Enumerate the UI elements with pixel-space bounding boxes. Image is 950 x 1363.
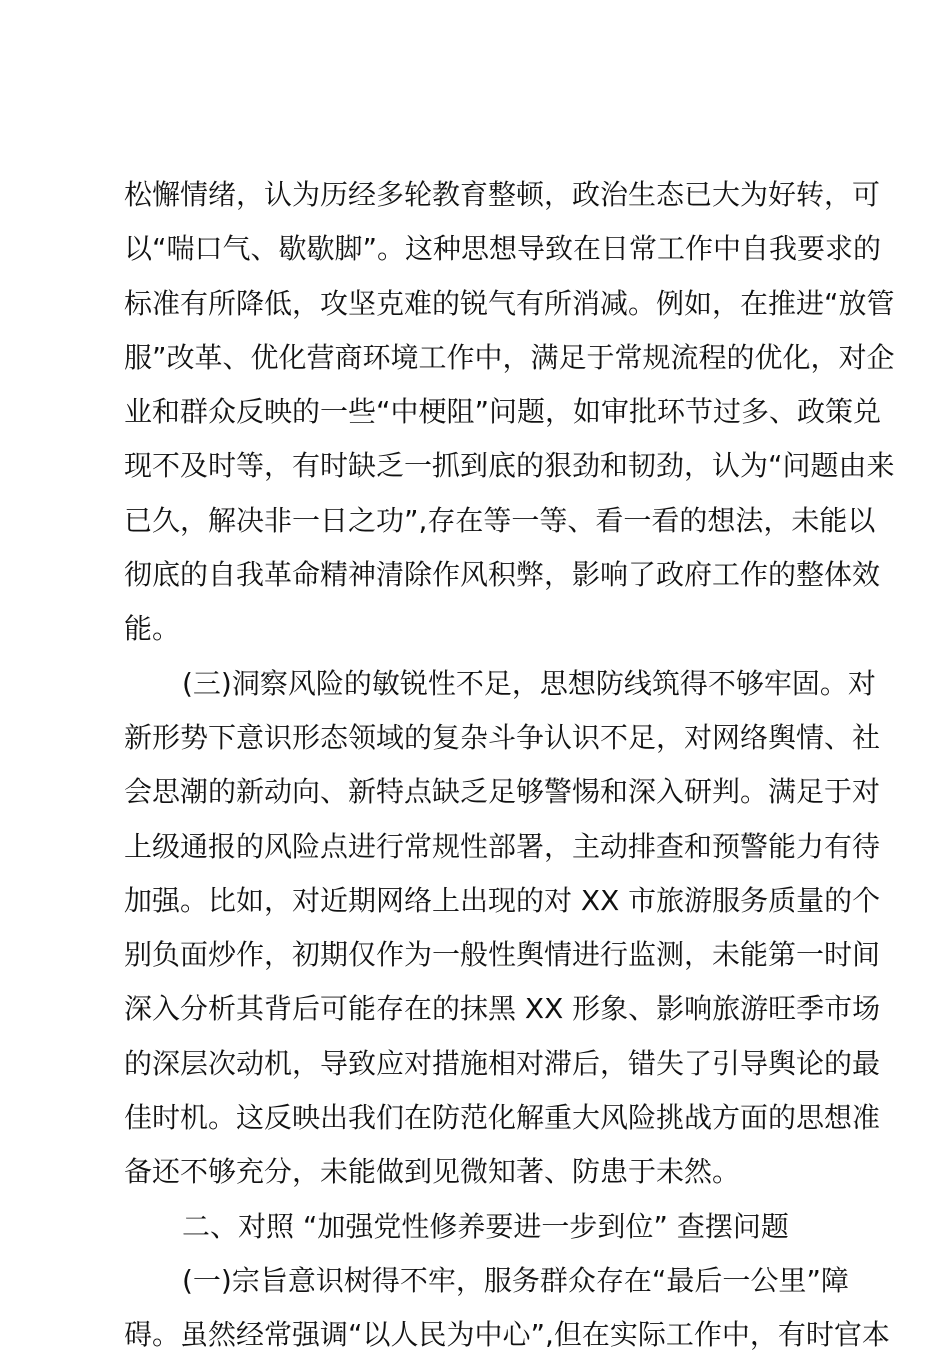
text-line: 备还不够充分，未能做到见微知著、防患于未然。 [124, 1155, 741, 1189]
text-line: 的深层次动机，导致应对措施相对滞后，错失了引导舆论的最 [124, 1046, 881, 1080]
text-line: 彻底的自我革命精神清除作风积弊，影响了政府工作的整体效 [124, 558, 881, 592]
text-line: 现不及时等，有时缺乏一抓到底的狠劲和韧劲，认为“问题由来 [124, 449, 895, 483]
text-line: 新形势下意识形态领域的复杂斗争认识不足，对网络舆情、社 [124, 720, 881, 754]
text-line: 深入分析其背后可能存在的抹黑 XX 形象、影响旅游旺季市场 [124, 992, 881, 1026]
paragraph [124, 657, 881, 1200]
text-line: (三)洞察风险的敏锐性不足，思想防线筑得不够牢固。对 [182, 666, 876, 700]
text-line: 已久，解决非一日之功”,存在等一等、看一看的想法，未能以 [124, 503, 876, 537]
text-line: 松懈情绪，认为历经多轮教育整顿，政治生态已大为好转，可 [124, 178, 881, 211]
paragraph [124, 168, 895, 657]
text-line: 别负面炒作，初期仅作为一般性舆情进行监测，未能第一时间 [124, 938, 881, 972]
paragraph [124, 1254, 890, 1363]
text-line: 上级通报的风险点进行常规性部署，主动排查和预警能力有待 [124, 829, 881, 863]
document-body [124, 168, 895, 1363]
text-line: 佳时机。这反映出我们在防范化解重大风险挑战方面的思想准 [124, 1101, 881, 1135]
section-heading [124, 1200, 834, 1254]
text-line: 业和群众反映的一些“中梗阻”问题，如审批环节过多、政策兑 [124, 395, 882, 429]
text-line: 以“喘口气、歇歇脚”。这种思想导致在日常工作中自我要求的 [124, 232, 882, 266]
text-line: (一)宗旨意识树得不牢，服务群众存在“最后一公里”障 [182, 1263, 849, 1297]
text-line: 能。 [124, 612, 181, 646]
text-line: 会思潮的新动向、新特点缺乏足够警惕和深入研判。满足于对 [124, 775, 881, 809]
text-line: 加强。比如，对近期网络上出现的对 XX 市旅游服务质量的个 [124, 883, 881, 917]
text-line: 标准有所降低，攻坚克难的锐气有所消减。例如，在推进“放管 [124, 286, 895, 320]
heading-line: 二、对照 “加强党性修养要进一步到位” 查摆问题 [182, 1209, 789, 1243]
text-line: 碍。虽然经常强调“以人民为中心”,但在实际工作中，有时官本 [124, 1318, 890, 1352]
text-line: 服”改革、优化营商环境工作中，满足于常规流程的优化，对企 [124, 340, 895, 374]
